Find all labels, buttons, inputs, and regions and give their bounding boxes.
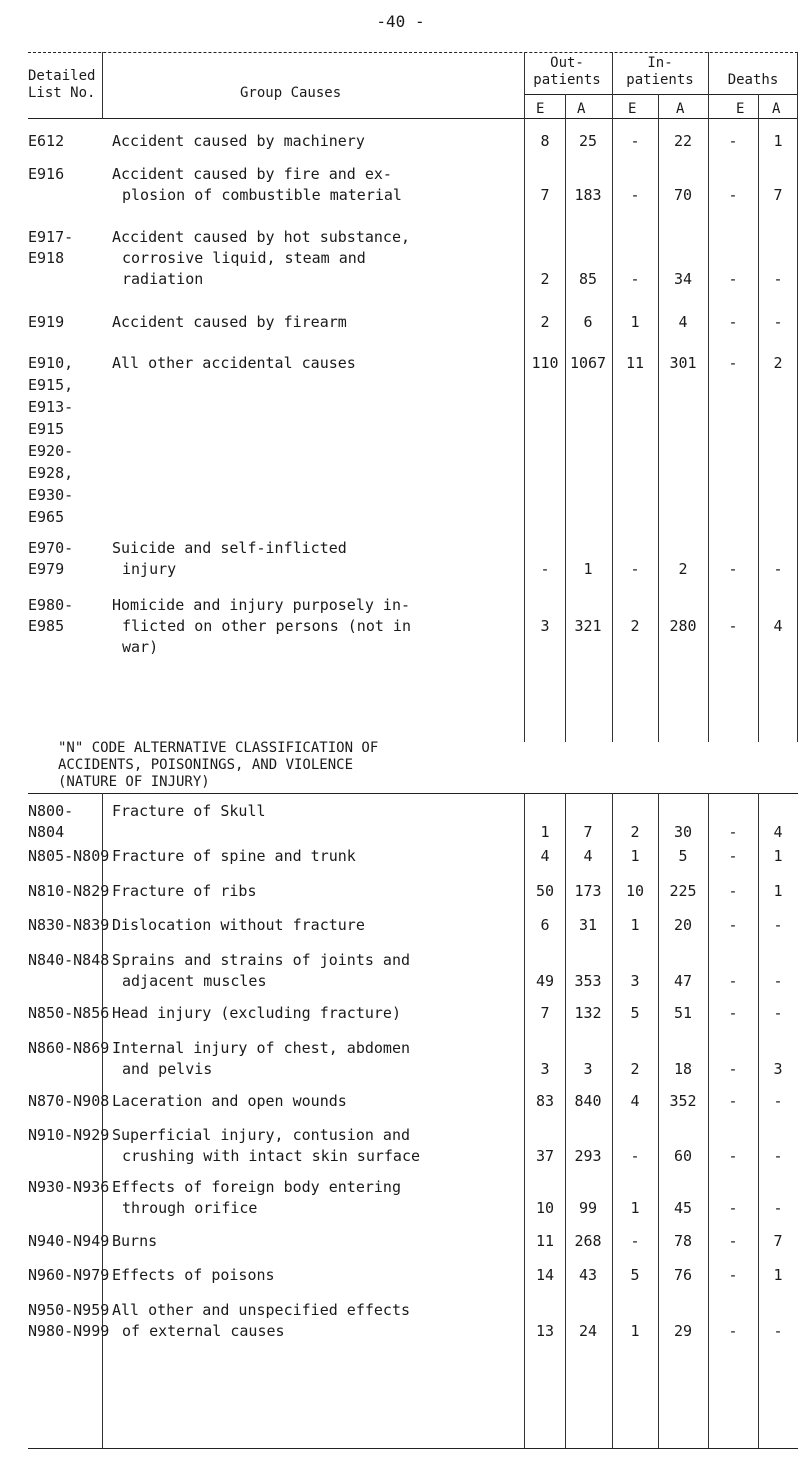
table-cell-value: 31: [578, 916, 598, 934]
header-col1-line2: List No.: [28, 85, 96, 101]
table-cell-value: 2: [678, 560, 688, 578]
header-bottom-rule: [28, 118, 798, 119]
list-no: E970-: [28, 539, 74, 557]
table-cell-value: 11: [625, 354, 645, 372]
list-no: N910-N929: [28, 1126, 110, 1144]
list-no: E965: [28, 508, 65, 526]
table-cell-value: 2: [630, 617, 640, 635]
table-cell-value: 24: [578, 1322, 598, 1340]
table-cell-value: -: [728, 186, 738, 204]
table-cell-value: 7: [540, 1004, 550, 1022]
table-cell-value: 47: [673, 972, 693, 990]
list-no: N980-N999: [28, 1322, 110, 1340]
table-cell-value: 2: [540, 270, 550, 288]
header-deaths: Deaths: [727, 72, 779, 88]
table-cell-value: 3: [540, 1060, 550, 1078]
table-cell-value: -: [773, 916, 783, 934]
table-cell-value: 1: [540, 823, 550, 841]
table-cell-value: -: [728, 132, 738, 150]
table-cell-value: 1: [773, 1266, 783, 1284]
group-cause: injury: [122, 560, 177, 578]
col-divider-5: [658, 94, 659, 742]
table-cell-value: 4: [540, 847, 550, 865]
header-col1-line1: Detailed: [28, 68, 96, 84]
table-cell-value: -: [773, 1322, 783, 1340]
table-cell-value: -: [728, 1232, 738, 1250]
table-cell-value: 34: [673, 270, 693, 288]
table-cell-value: 268: [574, 1232, 602, 1250]
table-cell-value: 4: [583, 847, 593, 865]
table-cell-value: 78: [673, 1232, 693, 1250]
table-cell-value: 50: [535, 882, 555, 900]
group-cause: flicted on other persons (not in: [122, 617, 411, 635]
table-cell-value: 49: [535, 972, 555, 990]
table-cell-value: 83: [535, 1092, 555, 1110]
group-cause: crushing with intact skin surface: [122, 1147, 421, 1165]
table-cell-value: 76: [673, 1266, 693, 1284]
table-cell-value: 43: [578, 1266, 598, 1284]
lower-col-divider-3: [565, 793, 566, 1448]
group-cause: Fracture of spine and trunk: [112, 847, 356, 865]
table-cell-value: -: [728, 847, 738, 865]
list-no: N840-N848: [28, 951, 110, 969]
table-cell-value: -: [773, 1004, 783, 1022]
group-cause: of external causes: [122, 1322, 285, 1340]
table-cell-value: 1: [773, 882, 783, 900]
header-sub-e3: E: [736, 101, 745, 117]
list-no: N930-N936: [28, 1178, 110, 1196]
list-no: N800-: [28, 802, 74, 820]
table-cell-value: -: [773, 560, 783, 578]
col-divider-2: [524, 52, 525, 742]
table-cell-value: -: [728, 354, 738, 372]
group-cause: Internal injury of chest, abdomen: [112, 1039, 411, 1057]
list-no: N960-N979: [28, 1266, 110, 1284]
table-cell-value: 70: [673, 186, 693, 204]
list-no: E920-: [28, 442, 74, 460]
table-cell-value: 110: [531, 354, 559, 372]
table-cell-value: 280: [669, 617, 697, 635]
list-no: N870-N908: [28, 1092, 110, 1110]
list-no: N940-N949: [28, 1232, 110, 1250]
table-cell-value: 45: [673, 1199, 693, 1217]
group-cause: war): [122, 638, 159, 656]
list-no: E913-: [28, 398, 74, 416]
table-cell-value: -: [728, 1199, 738, 1217]
table-cell-value: 4: [678, 313, 688, 331]
lower-col-divider-5: [658, 793, 659, 1448]
table-cell-value: 4: [773, 617, 783, 635]
list-no: E612: [28, 132, 65, 150]
table-cell-value: 2: [630, 823, 640, 841]
group-cause: Effects of foreign body entering: [112, 1178, 401, 1196]
section-title: "N" CODE ALTERNATIVE CLASSIFICATION OF ACCIDENTS, POISONINGS, AND VIOLENCE (NATURE OF INJURY): [58, 740, 379, 790]
table-cell-value: 173: [574, 882, 602, 900]
table-cell-value: 18: [673, 1060, 693, 1078]
header-sub-e1: E: [536, 101, 545, 117]
table-cell-value: -: [630, 270, 640, 288]
group-cause: All other and unspecified effects: [112, 1301, 411, 1319]
table-cell-value: -: [773, 1092, 783, 1110]
table-cell-value: -: [728, 617, 738, 635]
list-no: N830-N839: [28, 916, 110, 934]
table-cell-value: 4: [773, 823, 783, 841]
table-cell-value: 8: [540, 132, 550, 150]
group-cause: All other accidental causes: [112, 354, 356, 372]
group-cause: Burns: [112, 1232, 158, 1250]
group-cause: Suicide and self-inflicted: [112, 539, 347, 557]
table-cell-value: 1: [630, 313, 640, 331]
list-no: E917-: [28, 228, 74, 246]
table-cell-value: -: [728, 823, 738, 841]
group-cause: Accident caused by firearm: [112, 313, 347, 331]
page-number: -40 -: [376, 12, 425, 31]
table-cell-value: 1: [630, 916, 640, 934]
list-no: E919: [28, 313, 65, 331]
table-cell-value: 1: [773, 847, 783, 865]
group-cause: Homicide and injury purposely in-: [112, 596, 411, 614]
lower-col-divider-6: [708, 793, 709, 1448]
table-cell-value: 30: [673, 823, 693, 841]
table-cell-value: 3: [630, 972, 640, 990]
table-cell-value: 2: [630, 1060, 640, 1078]
table-cell-value: 7: [773, 1232, 783, 1250]
table-cell-value: -: [630, 132, 640, 150]
group-cause: radiation: [122, 270, 204, 288]
table-cell-value: -: [728, 313, 738, 331]
table-cell-value: 5: [678, 847, 688, 865]
group-cause: Dislocation without fracture: [112, 916, 365, 934]
table-cell-value: 1: [630, 1199, 640, 1217]
table-cell-value: 5: [630, 1004, 640, 1022]
table-cell-value: 183: [574, 186, 602, 204]
table-cell-value: 293: [574, 1147, 602, 1165]
table-cell-value: 3: [540, 617, 550, 635]
list-no: N950-N959: [28, 1301, 110, 1319]
list-no: N805-N809: [28, 847, 110, 865]
table-cell-value: 6: [540, 916, 550, 934]
table-cell-value: -: [728, 270, 738, 288]
table-cell-value: 7: [540, 186, 550, 204]
table-cell-value: -: [728, 1322, 738, 1340]
table-cell-value: 3: [773, 1060, 783, 1078]
col-divider-6: [708, 52, 709, 742]
table-cell-value: 5: [630, 1266, 640, 1284]
table-cell-value: -: [773, 270, 783, 288]
table-cell-value: 37: [535, 1147, 555, 1165]
table-cell-value: -: [728, 1004, 738, 1022]
table-cell-value: -: [630, 560, 640, 578]
group-cause: through orifice: [122, 1199, 258, 1217]
group-cause: and pelvis: [122, 1060, 213, 1078]
table-cell-value: 85: [578, 270, 598, 288]
col-divider-1: [102, 52, 103, 118]
top-rule: [28, 52, 798, 53]
table-cell-value: 1067: [569, 354, 607, 372]
table-cell-value: 14: [535, 1266, 555, 1284]
table-cell-value: 1: [773, 132, 783, 150]
list-no: N804: [28, 823, 65, 841]
group-cause: Accident caused by hot substance,: [112, 228, 411, 246]
list-no: N850-N856: [28, 1004, 110, 1022]
table-cell-value: -: [630, 186, 640, 204]
list-no: E918: [28, 249, 65, 267]
lower-col-divider-4: [612, 793, 613, 1448]
col-divider-3: [565, 94, 566, 742]
table-cell-value: 3: [583, 1060, 593, 1078]
table-cell-value: 10: [535, 1199, 555, 1217]
table-cell-value: 25: [578, 132, 598, 150]
table-cell-value: 353: [574, 972, 602, 990]
table-cell-value: 20: [673, 916, 693, 934]
list-no: E930-: [28, 486, 74, 504]
group-cause: Accident caused by fire and ex-: [112, 165, 392, 183]
table-cell-value: -: [728, 882, 738, 900]
list-no: N810-N829: [28, 882, 110, 900]
table-cell-value: -: [728, 1092, 738, 1110]
group-cause: Fracture of Skull: [112, 802, 266, 820]
col-divider-8: [797, 52, 798, 742]
bottom-rule: [28, 1448, 798, 1449]
table-cell-value: -: [728, 916, 738, 934]
lower-table-top-rule: [28, 793, 798, 794]
table-cell-value: -: [728, 1060, 738, 1078]
group-cause: Accident caused by machinery: [112, 132, 365, 150]
table-cell-value: 132: [574, 1004, 602, 1022]
table-cell-value: -: [728, 972, 738, 990]
table-cell-value: -: [540, 560, 550, 578]
table-cell-value: -: [773, 313, 783, 331]
table-cell-value: 4: [630, 1092, 640, 1110]
group-cause: Head injury (excluding fracture): [112, 1004, 401, 1022]
table-cell-value: 29: [673, 1322, 693, 1340]
table-cell-value: 2: [773, 354, 783, 372]
header-detailed-list-no: [28, 68, 95, 102]
group-cause: Fracture of ribs: [112, 882, 257, 900]
group-cause: plosion of combustible material: [122, 186, 402, 204]
list-no: E916: [28, 165, 65, 183]
table-cell-value: 60: [673, 1147, 693, 1165]
table-cell-value: 301: [669, 354, 697, 372]
table-cell-value: 7: [773, 186, 783, 204]
header-sub-a1: A: [577, 101, 586, 117]
list-no: E928,: [28, 464, 74, 482]
header-group-causes: Group Causes: [240, 85, 342, 101]
table-cell-value: -: [728, 560, 738, 578]
group-cause: corrosive liquid, steam and: [122, 249, 366, 267]
list-no: E985: [28, 617, 65, 635]
header-sub-e2: E: [628, 101, 637, 117]
table-cell-value: -: [630, 1147, 640, 1165]
table-cell-value: 99: [578, 1199, 598, 1217]
table-cell-value: 2: [540, 313, 550, 331]
header-sub-a2: A: [676, 101, 685, 117]
list-no: E980-: [28, 596, 74, 614]
table-cell-value: -: [728, 1147, 738, 1165]
group-cause: adjacent muscles: [122, 972, 267, 990]
table-cell-value: -: [630, 1232, 640, 1250]
header-inpatients: In- patients: [626, 55, 694, 88]
list-no: E915: [28, 420, 65, 438]
list-no: N860-N869: [28, 1039, 110, 1057]
table-cell-value: 225: [669, 882, 697, 900]
header-sub-a3: A: [772, 101, 781, 117]
table-cell-value: 6: [583, 313, 593, 331]
list-no: E979: [28, 560, 65, 578]
table-cell-value: 10: [625, 882, 645, 900]
table-cell-value: 22: [673, 132, 693, 150]
list-no: E910,: [28, 354, 74, 372]
col-divider-4: [612, 52, 613, 742]
table-cell-value: 840: [574, 1092, 602, 1110]
group-cause: Laceration and open wounds: [112, 1092, 347, 1110]
group-cause: Superficial injury, contusion and: [112, 1126, 411, 1144]
group-cause: Effects of poisons: [112, 1266, 275, 1284]
table-cell-value: -: [773, 972, 783, 990]
table-cell-value: 11: [535, 1232, 555, 1250]
list-no: E915,: [28, 376, 74, 394]
table-cell-value: 1: [630, 847, 640, 865]
table-cell-value: 1: [630, 1322, 640, 1340]
group-cause: Sprains and strains of joints and: [112, 951, 411, 969]
table-cell-value: 13: [535, 1322, 555, 1340]
table-cell-value: 321: [574, 617, 602, 635]
table-cell-value: 51: [673, 1004, 693, 1022]
table-cell-value: -: [773, 1147, 783, 1165]
table-cell-value: 1: [583, 560, 593, 578]
table-cell-value: 7: [583, 823, 593, 841]
header-outpatients: Out- patients: [533, 55, 601, 88]
table-cell-value: -: [728, 1266, 738, 1284]
table-cell-value: 352: [669, 1092, 697, 1110]
table-cell-value: -: [773, 1199, 783, 1217]
